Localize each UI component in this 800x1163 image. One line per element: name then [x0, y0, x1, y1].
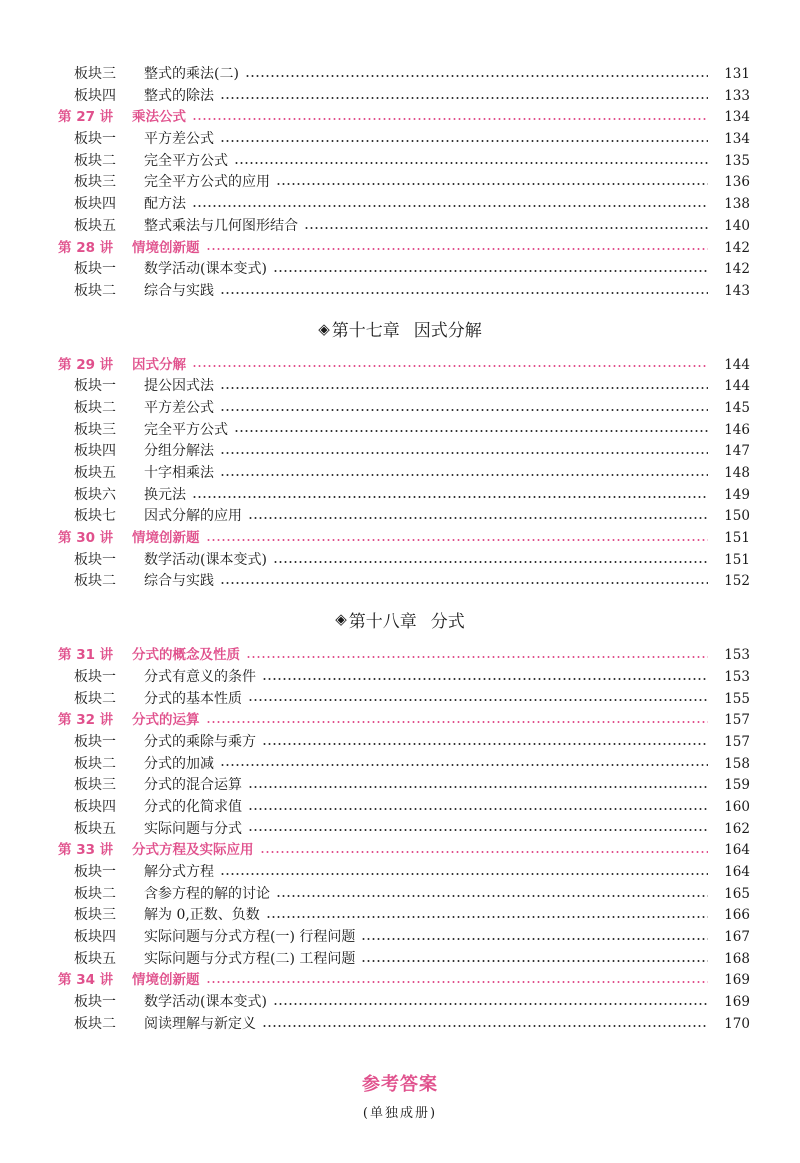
entry-label: 第 32 讲 — [58, 712, 114, 729]
entry-text — [74, 754, 218, 776]
entry-label: 板块五 — [74, 465, 116, 481]
entry-text — [74, 775, 246, 797]
entry-label: 板块一 — [74, 551, 116, 568]
entry-title: 分式方程及实际应用 — [132, 842, 254, 859]
entry-label: 板块一 — [74, 131, 116, 148]
dot-leader — [248, 786, 708, 788]
toc-entry-row[interactable] — [0, 420, 800, 442]
entry-title: 分式的概念及性质 — [132, 647, 240, 664]
page-number: 136 — [724, 174, 750, 191]
entry-title: 整式的除法 — [144, 87, 214, 104]
entry-text — [74, 667, 260, 689]
dot-leader — [220, 292, 708, 294]
entry-label: 第 29 讲 — [58, 356, 114, 373]
entry-label: 板块三 — [74, 907, 116, 924]
entry-text — [74, 862, 218, 884]
entry-title: 综合与实践 — [144, 573, 214, 590]
entry-label: 板块一 — [74, 994, 116, 1011]
entry-text — [74, 172, 274, 194]
dot-leader — [220, 97, 708, 99]
entry-text — [74, 151, 232, 173]
page-number: 153 — [724, 647, 750, 664]
entry-label: 板块一 — [74, 261, 116, 278]
entry-text — [74, 819, 246, 841]
answers-note: (单独成册) — [362, 1106, 438, 1121]
entry-title: 数学活动(课本变式) — [144, 994, 267, 1011]
toc-entry-row[interactable] — [0, 1014, 800, 1036]
page-number: 157 — [724, 733, 750, 750]
page-number: 134 — [724, 109, 750, 126]
toc-entry-row[interactable] — [0, 172, 800, 194]
toc-lesson-row[interactable] — [0, 355, 800, 377]
entry-title: 情境创新题 — [132, 972, 200, 989]
entry-title: 完全平方公式 — [144, 421, 228, 438]
dot-leader — [276, 183, 708, 185]
page-number: 162 — [724, 820, 750, 837]
toc-entry-row[interactable] — [0, 151, 800, 173]
page-number: 160 — [724, 798, 750, 815]
entry-label: 板块四 — [74, 87, 116, 104]
toc-entry-row[interactable] — [0, 281, 800, 303]
entry-title: 分组分解法 — [144, 443, 214, 460]
entry-title: 配方法 — [144, 196, 186, 213]
entry-label: 板块二 — [74, 755, 116, 772]
dot-leader — [234, 430, 708, 432]
entry-text — [74, 992, 271, 1014]
dot-leader — [248, 829, 708, 831]
toc-entry-row[interactable] — [0, 376, 800, 398]
toc-lesson-row[interactable] — [0, 840, 800, 862]
diamond-icon: ◈ — [318, 319, 330, 338]
entry-title: 数学活动(课本变式) — [144, 551, 267, 568]
dot-leader — [206, 981, 709, 983]
dot-leader — [248, 699, 708, 701]
entry-label: 板块二 — [74, 573, 116, 590]
entry-title: 分式的运算 — [132, 712, 200, 729]
entry-title: 乘法公式 — [132, 109, 186, 126]
entry-text — [74, 571, 218, 593]
page-number: 164 — [724, 864, 750, 880]
toc-entry-row[interactable] — [0, 550, 800, 572]
entry-title: 十字相乘法 — [144, 465, 214, 481]
entry-label: 板块二 — [74, 690, 116, 707]
entry-title: 因式分解的应用 — [144, 508, 242, 525]
dot-leader — [234, 162, 708, 164]
page-number: 138 — [724, 196, 750, 213]
toc-entry-row[interactable] — [0, 797, 800, 819]
entry-label: 板块三 — [74, 174, 116, 191]
entry-label: 板块三 — [74, 421, 116, 438]
dot-leader — [262, 1025, 708, 1027]
entry-text — [58, 238, 204, 260]
toc-entry-row[interactable] — [0, 667, 800, 689]
entry-text — [74, 398, 218, 420]
entry-text — [74, 441, 218, 463]
toc-entry-row[interactable] — [0, 506, 800, 528]
dot-leader — [273, 1003, 708, 1005]
page-number: 158 — [724, 755, 750, 772]
table-of-contents — [0, 64, 800, 1036]
entry-text — [74, 194, 190, 216]
toc-entry-row[interactable] — [0, 86, 800, 108]
entry-title: 含参方程的解的讨论 — [144, 885, 270, 902]
entry-label: 第 34 讲 — [58, 972, 114, 989]
entry-title: 分式的化简求值 — [144, 798, 242, 815]
page-number: 150 — [724, 508, 750, 525]
dot-leader — [246, 656, 708, 658]
entry-label: 第 31 讲 — [58, 647, 114, 664]
page-number: 169 — [724, 994, 750, 1011]
toc-entry-row[interactable] — [0, 194, 800, 216]
dot-leader — [220, 582, 708, 584]
entry-text — [58, 645, 244, 667]
entry-title: 阅读理解与新定义 — [144, 1015, 256, 1032]
entry-text — [58, 840, 258, 862]
entry-label: 板块七 — [74, 508, 116, 525]
toc-entry-row[interactable] — [0, 64, 800, 86]
page-number: 147 — [724, 443, 750, 460]
entry-label: 板块二 — [74, 152, 116, 169]
dot-leader — [192, 118, 708, 120]
toc-lesson-row[interactable] — [0, 528, 800, 550]
page-number: 157 — [724, 712, 750, 729]
entry-label: 板块五 — [74, 950, 116, 967]
entry-text — [74, 949, 359, 971]
entry-title: 情境创新题 — [132, 239, 200, 256]
entry-label: 板块一 — [74, 668, 116, 685]
entry-title: 分式的混合运算 — [144, 777, 242, 794]
toc-entry-row[interactable] — [0, 927, 800, 949]
dot-leader — [245, 75, 708, 77]
entry-label: 板块一 — [74, 864, 116, 880]
entry-title: 解为 0,正数、负数 — [144, 907, 260, 924]
entry-text — [74, 86, 218, 108]
entry-label: 板块一 — [74, 378, 116, 395]
answers-title: 参考答案 — [362, 1074, 438, 1095]
toc-lesson-row[interactable] — [0, 645, 800, 667]
entry-title: 解分式方程 — [144, 864, 214, 880]
toc-entry-row[interactable] — [0, 129, 800, 151]
entry-title: 平方差公式 — [144, 399, 214, 416]
dot-leader — [220, 764, 708, 766]
page-number: 142 — [724, 261, 750, 278]
toc-lesson-row[interactable] — [0, 970, 800, 992]
entry-label: 板块四 — [74, 929, 116, 946]
entry-text — [74, 1014, 260, 1036]
page-number: 166 — [724, 907, 750, 924]
entry-title: 完全平方公式 — [144, 152, 228, 169]
entry-title: 因式分解 — [132, 356, 186, 373]
entry-title: 实际问题与分式方程(一) 行程问题 — [144, 929, 356, 946]
toc-section-3 — [0, 645, 800, 1035]
page-number: 169 — [724, 972, 750, 989]
page-number: 140 — [724, 217, 750, 234]
entry-label: 板块二 — [74, 282, 116, 299]
entry-label: 板块四 — [74, 443, 116, 460]
entry-label: 板块二 — [74, 885, 116, 902]
entry-title: 整式的乘法(二) — [144, 66, 239, 82]
entry-text — [74, 797, 246, 819]
answers-footer — [0, 1070, 800, 1121]
dot-leader — [276, 895, 708, 897]
page-number: 170 — [724, 1015, 750, 1032]
page-number: 159 — [724, 777, 750, 794]
toc-section-1 — [0, 64, 800, 303]
page-number: 135 — [724, 152, 750, 169]
toc-entry-row[interactable] — [0, 463, 800, 485]
entry-text — [74, 64, 243, 86]
page-number: 151 — [724, 551, 750, 568]
dot-leader — [220, 873, 708, 875]
entry-title: 分式有意义的条件 — [144, 668, 256, 685]
dot-leader — [220, 452, 708, 454]
chapter-title: 分式 — [430, 611, 465, 632]
dot-leader — [220, 474, 708, 476]
toc-entry-row[interactable] — [0, 398, 800, 420]
chapter-title: 因式分解 — [413, 321, 482, 342]
toc-entry-row[interactable] — [0, 949, 800, 971]
toc-entry-row[interactable] — [0, 689, 800, 711]
entry-text — [74, 689, 246, 711]
toc-entry-row[interactable] — [0, 819, 800, 841]
page-number: 151 — [724, 530, 750, 547]
toc-lesson-row[interactable] — [0, 238, 800, 260]
dot-leader — [220, 409, 708, 411]
entry-label: 第 33 讲 — [58, 842, 114, 859]
entry-title: 分式的基本性质 — [144, 690, 242, 707]
dot-leader — [220, 387, 708, 389]
dot-leader — [206, 539, 709, 541]
entry-label: 第 30 讲 — [58, 530, 114, 547]
page-number: 168 — [724, 950, 750, 967]
dot-leader — [273, 270, 708, 272]
entry-text — [74, 506, 246, 528]
entry-text — [74, 376, 218, 398]
page-number: 164 — [724, 842, 750, 859]
entry-text — [74, 281, 218, 303]
entry-label: 第 28 讲 — [58, 239, 114, 256]
dot-leader — [192, 365, 708, 367]
entry-label: 板块四 — [74, 798, 116, 815]
toc-lesson-row[interactable] — [0, 710, 800, 732]
page-number: 142 — [724, 239, 750, 256]
entry-label: 板块二 — [74, 399, 116, 416]
page-number: 155 — [724, 690, 750, 707]
entry-title: 换元法 — [144, 486, 186, 503]
dot-leader — [220, 140, 708, 142]
entry-title: 分式的加减 — [144, 755, 214, 772]
entry-text — [74, 259, 271, 281]
page-number: 152 — [724, 573, 750, 590]
page-number: 145 — [724, 399, 750, 416]
entry-text — [58, 710, 204, 732]
entry-title: 提公因式法 — [144, 378, 214, 395]
toc-lesson-row[interactable] — [0, 107, 800, 129]
dot-leader — [260, 851, 709, 853]
diamond-icon: ◈ — [335, 610, 347, 629]
page-number: 148 — [724, 465, 750, 481]
dot-leader — [248, 517, 708, 519]
chapter-number: 第十七章 — [331, 321, 400, 342]
toc-entry-row[interactable] — [0, 775, 800, 797]
dot-leader — [361, 960, 708, 962]
toc-entry-row[interactable] — [0, 884, 800, 906]
dot-leader — [262, 743, 708, 745]
page-number: 153 — [724, 668, 750, 685]
toc-entry-row[interactable] — [0, 216, 800, 238]
dot-leader — [266, 916, 708, 918]
page-number: 149 — [724, 486, 750, 503]
entry-label: 第 27 讲 — [58, 109, 114, 126]
entry-title: 整式乘法与几何图形结合 — [144, 217, 298, 234]
page-number: 143 — [724, 282, 750, 299]
entry-title: 完全平方公式的应用 — [144, 174, 270, 191]
entry-title: 综合与实践 — [144, 282, 214, 299]
dot-leader — [361, 938, 708, 940]
toc-entry-row[interactable] — [0, 732, 800, 754]
toc-entry-row[interactable] — [0, 992, 800, 1014]
toc-section-2 — [0, 355, 800, 594]
entry-text — [58, 107, 190, 129]
toc-entry-row[interactable] — [0, 441, 800, 463]
dot-leader — [206, 721, 709, 723]
entry-title: 数学活动(课本变式) — [144, 261, 267, 278]
toc-entry-row[interactable] — [0, 259, 800, 281]
chapter-heading-17 — [0, 303, 800, 355]
dot-leader — [262, 678, 708, 680]
chapter-heading-18 — [0, 593, 800, 645]
entry-label: 板块二 — [74, 1015, 116, 1032]
page-number: 167 — [724, 929, 750, 946]
page-number: 131 — [724, 66, 750, 82]
toc-entry-row[interactable] — [0, 571, 800, 593]
page-number: 133 — [724, 87, 750, 104]
entry-text — [74, 905, 264, 927]
entry-text — [74, 550, 271, 572]
entry-text — [58, 970, 204, 992]
dot-leader — [248, 808, 708, 810]
toc-entry-row[interactable] — [0, 485, 800, 507]
entry-text — [58, 528, 204, 550]
entry-label: 板块六 — [74, 486, 116, 503]
entry-title: 实际问题与分式 — [144, 820, 242, 837]
entry-title: 平方差公式 — [144, 131, 214, 148]
chapter-number: 第十八章 — [348, 611, 417, 632]
entry-title: 分式的乘除与乘方 — [144, 733, 256, 750]
entry-label: 板块五 — [74, 820, 116, 837]
entry-text — [74, 485, 190, 507]
page-number: 134 — [724, 131, 750, 148]
dot-leader — [192, 205, 708, 207]
page-number: 165 — [724, 885, 750, 902]
entry-text — [58, 355, 190, 377]
page-number: 144 — [724, 356, 750, 373]
entry-text — [74, 927, 359, 949]
toc-entry-row[interactable] — [0, 754, 800, 776]
entry-text — [74, 463, 218, 485]
entry-label: 板块一 — [74, 733, 116, 750]
entry-title: 实际问题与分式方程(二) 工程问题 — [144, 950, 356, 967]
dot-leader — [206, 248, 709, 250]
entry-text — [74, 216, 302, 238]
page-number: 144 — [724, 378, 750, 395]
dot-leader — [192, 496, 708, 498]
entry-label: 板块三 — [74, 66, 116, 82]
dot-leader — [304, 227, 708, 229]
dot-leader — [273, 561, 708, 563]
entry-label: 板块四 — [74, 196, 116, 213]
entry-label: 板块三 — [74, 777, 116, 794]
toc-entry-row[interactable] — [0, 905, 800, 927]
entry-text — [74, 420, 232, 442]
page-number: 146 — [724, 421, 750, 438]
entry-text — [74, 129, 218, 151]
toc-entry-row[interactable] — [0, 862, 800, 884]
entry-text — [74, 884, 274, 906]
entry-label: 板块五 — [74, 217, 116, 234]
entry-text — [74, 732, 260, 754]
entry-title: 情境创新题 — [132, 530, 200, 547]
